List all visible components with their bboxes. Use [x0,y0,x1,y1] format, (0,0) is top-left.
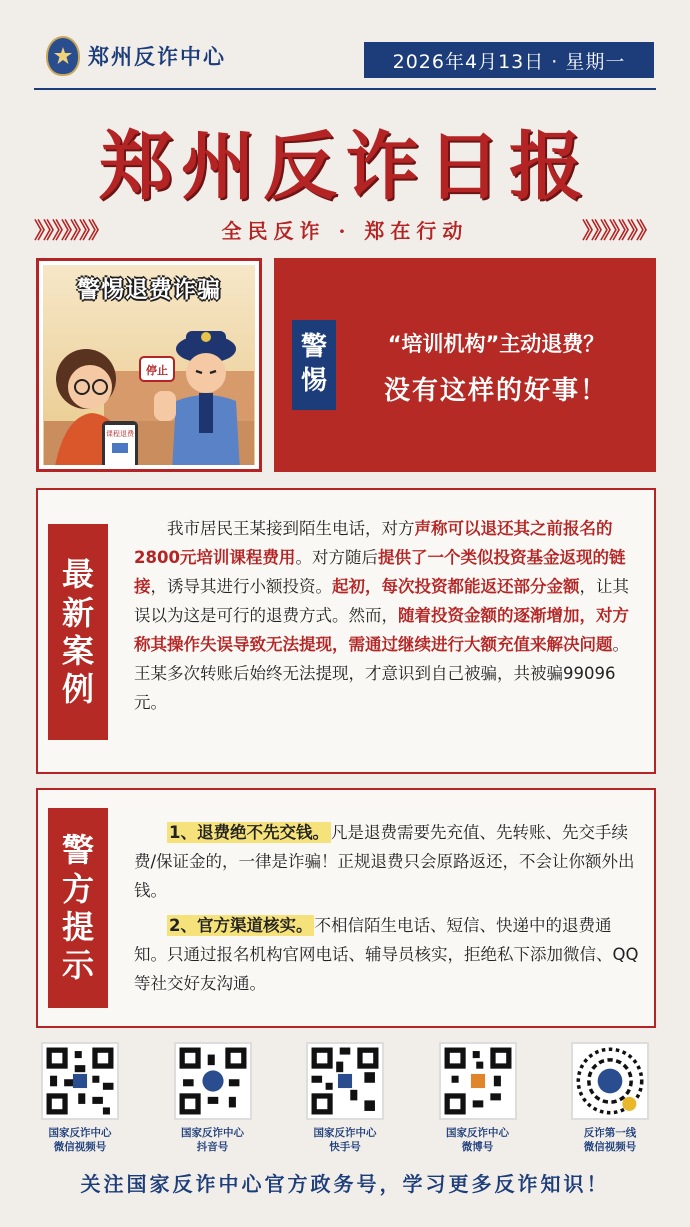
tips-section-tab [48,808,108,1008]
warning-tag-char: 警 [300,332,327,363]
qr-code-row [20,1042,670,1162]
masthead-title: 郑州反诈日报 [99,124,591,210]
tip-item [134,911,642,998]
illustration [43,265,255,465]
case-highlight: 随着投资金额的逐渐增加，对方称其操作失误导致无法提现，需通过继续进行大额充值来解决问题 [134,606,629,654]
date-banner: 2026年4月13日 · 星期一 [364,42,654,78]
tip-item [134,818,642,905]
stop-sign-label: 停止 [146,364,168,377]
tips-list [134,818,642,1004]
slogan: 全民反诈 · 郑在行动 [221,218,469,243]
org-logo [46,36,226,76]
qr-caption-line2: 快手号 [329,1141,361,1153]
qr-code-icon[interactable] [174,1042,252,1120]
illustration-title: 警惕退费诈骗 [77,277,221,303]
qr-caption-line1: 国家反诈中心 [181,1127,244,1139]
qr-caption-line2: 微信视频号 [53,1141,107,1153]
case-tab-char: 最 [61,555,94,594]
chevrons-left-icon: 》》》》》》》 [34,218,109,244]
case-text-segment: 我市居民王某接到陌生电话，对方 [167,519,415,538]
case-tab-char: 案 [61,632,94,670]
qr-code-icon[interactable] [41,1042,119,1120]
case-section-tab [48,524,108,740]
police-badge-icon [46,36,80,76]
tip-body: 凡是退费需要先充值、先转账、先交手续费/保证金的，一律是诈骗！正规退费只会原路返还，不会让你额外出钱。 [134,823,635,900]
tips-tab-char: 方 [61,869,94,908]
tip-heading: 1、退费绝不先交钱。 [169,823,329,842]
qr-wechat-video[interactable] [20,1042,140,1162]
case-description [134,514,642,717]
qr-caption-line1: 反诈第一线 [583,1127,637,1139]
police-warning-illustration [43,301,255,465]
qr-caption [446,1126,509,1154]
tips-tab-char: 提 [61,908,94,946]
qr-code-icon[interactable] [306,1042,384,1120]
tip-body: 不相信陌生电话、短信、快递中的退费通知。只通过报名机构官网电话、辅导员核实，拒绝私下添加微信、QQ等社交好友沟通。 [134,916,639,993]
tip-heading: 2、官方渠道核实。 [169,916,313,935]
qr-caption-line2: 微信视频号 [583,1141,637,1153]
qr-frontline-video[interactable] [550,1042,670,1162]
tips-tab-char: 示 [61,946,94,985]
case-highlight: 提供了一个类似投资基金返现的链接 [134,548,626,596]
qr-caption-line2: 抖音号 [196,1141,229,1153]
case-text-segment: ，诱导其进行小额投资。 [150,577,332,596]
feature-answer: 没有这样的好事！ [383,376,608,406]
chevrons-right-icon: 》》》》》》》 [581,218,656,244]
qr-weibo[interactable] [418,1042,538,1162]
case-text-segment: 。对方随后 [295,548,378,567]
qr-caption [181,1126,244,1154]
phone-label: 课程退费 [106,430,134,438]
feature-question: “培训机构”主动退费？ [387,332,605,356]
case-text-segment: ，让其误以为这是可行的退费方式。然而， [134,577,629,625]
case-highlight: 起初，每次投资都能返还部分金额 [332,577,580,596]
case-text-segment: 。王某多次转账后始终无法提现，才意识到自己被骗，共被骗99096元。 [134,635,629,712]
qr-code-icon[interactable] [571,1042,649,1120]
qr-douyin[interactable] [153,1042,273,1162]
qr-kuaishou[interactable] [285,1042,405,1162]
qr-caption-line1: 国家反诈中心 [48,1127,112,1139]
org-name: 郑州反诈中心 [88,44,226,69]
qr-caption [584,1126,637,1154]
slogan-row [34,212,656,246]
qr-caption-line2: 微博号 [461,1141,494,1153]
warning-tag [292,320,336,410]
tips-tab-char: 警 [61,831,94,870]
warning-tag-char: 惕 [300,366,327,396]
header-divider [34,88,656,90]
qr-caption-line1: 国家反诈中心 [313,1127,377,1139]
qr-caption-line1: 国家反诈中心 [446,1127,509,1139]
case-tab-char: 新 [61,593,94,632]
illustration-frame [36,258,262,472]
qr-code-icon[interactable] [439,1042,517,1120]
case-tab-char: 例 [61,670,94,709]
qr-caption [49,1126,112,1154]
case-highlight: 声称可以退还其之前报名的2800元培训课程费用 [134,519,613,567]
footer-callout: 关注国家反诈中心官方政务号，学习更多反诈知识！ [80,1172,610,1196]
qr-caption [314,1126,377,1154]
